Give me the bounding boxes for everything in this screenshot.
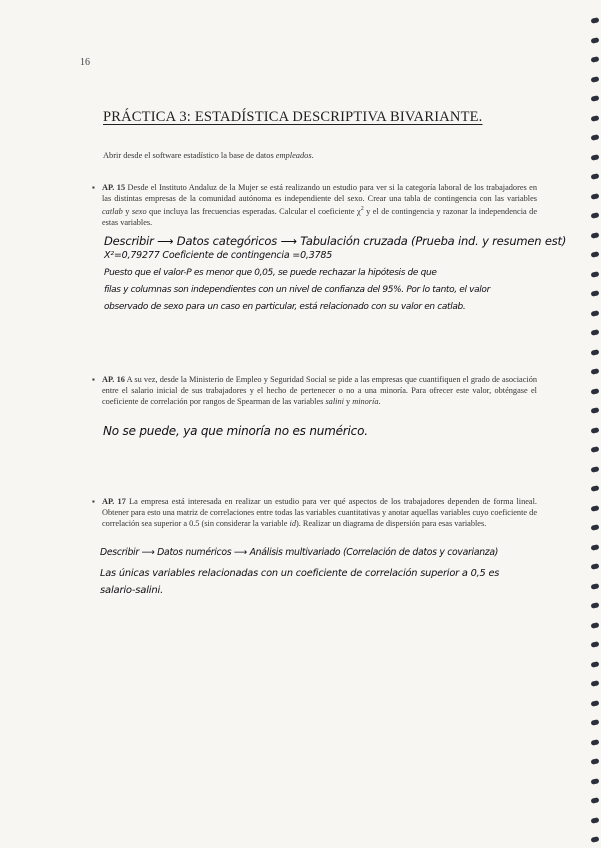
handwritten-line: X²=0,79277 Coeficiente de contingencia =0,3785 bbox=[104, 250, 333, 261]
spiral-ring bbox=[591, 427, 600, 434]
spiral-ring bbox=[591, 407, 600, 414]
statement-text: que incluya las frecuencias esperadas. Calcular el coeficiente χ bbox=[146, 206, 361, 216]
handwritten-line: Describir ⟶ Datos numéricos ⟶ Análisis multivariado (Correlación de datos y covarianza) bbox=[100, 547, 499, 558]
statement-text: y bbox=[343, 397, 353, 406]
handwritten-answer-ap17 bbox=[100, 547, 545, 607]
intro-dataset: empleados bbox=[275, 151, 312, 160]
spiral-ring bbox=[591, 524, 600, 531]
exercise-label: AP. 15 bbox=[102, 183, 126, 192]
spiral-ring bbox=[591, 446, 600, 453]
exercise-label: AP. 16 bbox=[102, 375, 125, 384]
spiral-ring bbox=[591, 758, 600, 765]
statement-text: ). Realizar un diagrama de dispersión para esas variables. bbox=[296, 519, 487, 528]
spiral-ring bbox=[591, 817, 600, 824]
handwritten-line: Puesto que el valor-P es menor que 0,05, se puede rechazar la hipótesis de que bbox=[104, 268, 437, 278]
spiral-ring bbox=[591, 661, 600, 668]
exercise-ap17 bbox=[92, 496, 537, 529]
spiral-ring bbox=[591, 641, 600, 648]
statement-text: Desde el Instituto Andaluz de la Mujer se está realizando un estudio para ver si la categoría laboral de los trabajadores en las distintas empresas de la comunidad autónoma es independiente del sexo. Crear una tabla de contingencia con las variables bbox=[102, 183, 537, 203]
spiral-ring bbox=[591, 602, 600, 609]
spiral-ring bbox=[591, 329, 600, 336]
spiral-ring bbox=[591, 680, 600, 687]
spiral-ring bbox=[591, 271, 600, 278]
spiral-ring bbox=[591, 56, 600, 63]
spiral-ring bbox=[591, 719, 600, 726]
spiral-ring bbox=[591, 251, 600, 258]
spiral-ring bbox=[591, 349, 600, 356]
handwritten-line: No se puede, ya que minoría no es numérico. bbox=[103, 424, 368, 438]
statement-text: La empresa está interesada en realizar un estudio para ver qué aspectos de los trabajadores dependen de forma lineal. Obtener para esto una matriz de correlaciones entre todas las variables cuantitativas y anotar aquellas variables cuyo coeficiente de correlación sea superior a 0.5 (sin considerar la variable bbox=[102, 497, 537, 528]
spiral-ring bbox=[591, 700, 600, 707]
bullet-icon: ▪ bbox=[92, 497, 95, 506]
spiral-ring bbox=[591, 544, 600, 551]
spiral-ring bbox=[591, 622, 600, 629]
bullet-icon: ▪ bbox=[92, 375, 95, 384]
spiral-ring bbox=[591, 836, 600, 843]
spiral-ring bbox=[591, 290, 600, 297]
exercise-statement bbox=[102, 496, 537, 529]
spiral-ring bbox=[591, 466, 600, 473]
handwritten-line: Describir ⟶ Datos categóricos ⟶ Tabulación cruzada (Prueba ind. y resumen est) bbox=[104, 234, 567, 248]
spiral-ring bbox=[591, 232, 600, 239]
superscript: 2 bbox=[360, 206, 364, 212]
handwritten-line: salario-salini. bbox=[100, 585, 164, 596]
bullet-icon: ▪ bbox=[92, 183, 95, 192]
intro-paragraph bbox=[103, 151, 523, 160]
variable-name: catlab bbox=[102, 206, 123, 216]
variable-name: salini bbox=[325, 397, 344, 406]
exercise-statement bbox=[102, 182, 537, 228]
spiral-ring bbox=[591, 310, 600, 317]
spiral-binding bbox=[587, 0, 601, 848]
handwritten-answer-ap15 bbox=[104, 234, 567, 324]
handwritten-answer-ap16 bbox=[103, 424, 503, 444]
handwritten-line: filas y columnas son independientes con un nivel de confianza del 95%. Por lo tanto, el valor bbox=[104, 285, 490, 295]
spiral-ring bbox=[591, 193, 600, 200]
spiral-ring bbox=[591, 583, 600, 590]
spiral-ring bbox=[591, 37, 600, 44]
exercise-label: AP. 17 bbox=[102, 497, 126, 506]
spiral-ring bbox=[591, 505, 600, 512]
variable-name: id bbox=[289, 519, 296, 528]
statement-text: y el de contingencia y razonar la independencia de estas variables. bbox=[102, 206, 538, 227]
spiral-ring bbox=[591, 154, 600, 161]
spiral-ring bbox=[591, 17, 600, 24]
page-number: 16 bbox=[80, 57, 90, 68]
spiral-ring bbox=[591, 388, 600, 395]
statement-text: A su vez, desde la Ministerio de Empleo y Seguridad Social se pide a las empresas que cuantifiquen el grado de asociación entre el salario inicial de sus trabajadores y el hecho de pertenecer o no a una minoría. Para ofrecer este valor, obténgase el coeficiente de correlación por rangos de Spearman de las variables bbox=[102, 375, 538, 406]
exercise-statement bbox=[102, 374, 537, 407]
spiral-ring bbox=[591, 134, 600, 141]
page-title: PRÁCTICA 3: ESTADÍSTICA DESCRIPTIVA BIVARIANTE. bbox=[103, 109, 483, 125]
spiral-ring bbox=[591, 778, 600, 785]
intro-text: Abrir desde el software estadístico la base de datos bbox=[103, 151, 274, 160]
variable-name: sexo bbox=[131, 206, 147, 216]
spiral-ring bbox=[591, 76, 600, 83]
spiral-ring bbox=[591, 173, 600, 180]
handwritten-line: Las únicas variables relacionadas con un coeficiente de correlación superior a 0,5 es bbox=[100, 568, 500, 579]
spiral-ring bbox=[591, 739, 600, 746]
intro-end: . bbox=[311, 151, 314, 160]
statement-text: y bbox=[122, 206, 132, 216]
variable-name: minoría bbox=[352, 397, 379, 406]
spiral-ring bbox=[591, 212, 600, 219]
exercise-ap15 bbox=[92, 182, 537, 228]
exercise-ap16 bbox=[92, 374, 537, 407]
spiral-ring bbox=[591, 563, 600, 570]
handwritten-line: observado de sexo para un caso en particular, está relacionado con su valor en catlab. bbox=[104, 302, 466, 312]
spiral-ring bbox=[591, 797, 600, 804]
spiral-ring bbox=[591, 115, 600, 122]
spiral-ring bbox=[591, 368, 600, 375]
statement-text: . bbox=[378, 397, 381, 406]
spiral-ring bbox=[591, 95, 600, 102]
spiral-ring bbox=[591, 485, 600, 492]
